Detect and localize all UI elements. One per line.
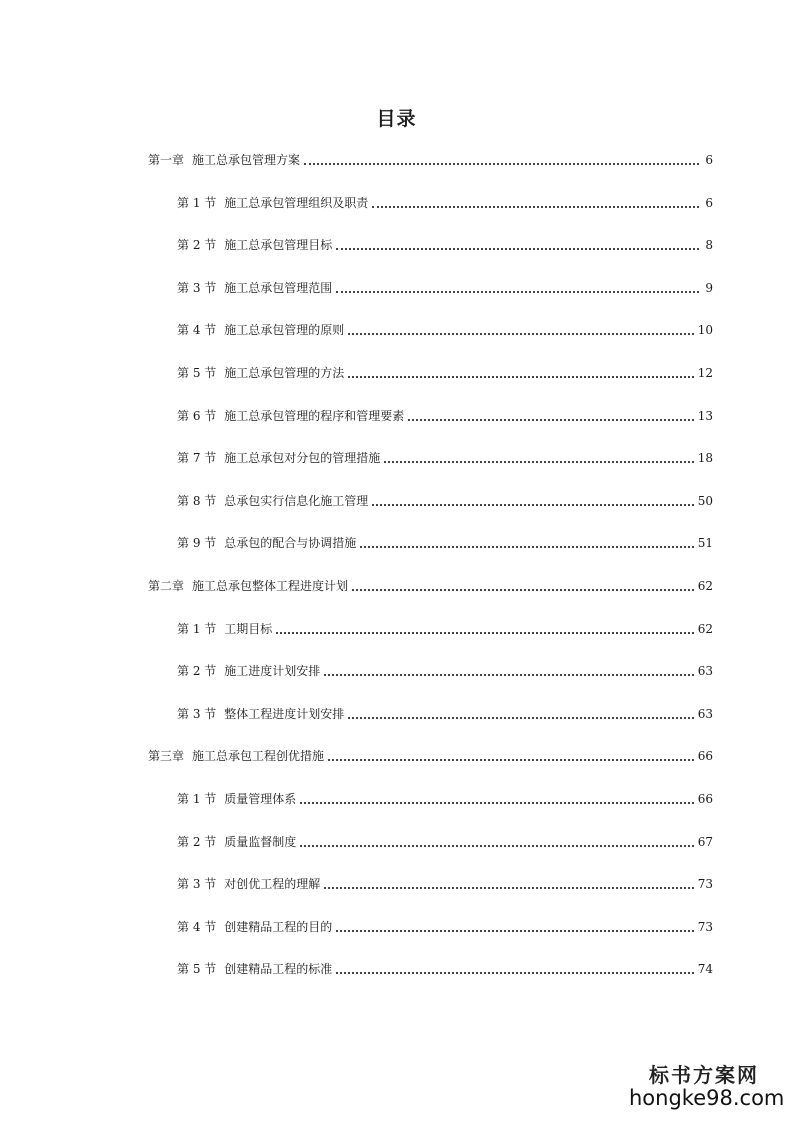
toc-entry-page-number: 6 [705, 195, 713, 210]
toc-entry-title: 施工总承包对分包的管理措施 [224, 451, 381, 466]
dot-leader [336, 248, 699, 250]
toc-entry-number: 第 5 节 [177, 366, 217, 380]
toc-entry-page-number: 62 [697, 621, 713, 636]
toc-entry-page-number: 66 [697, 792, 713, 806]
toc-entry-number: 第三章 [148, 749, 185, 764]
page-title: 目录 [376, 108, 417, 130]
watermark-chinese-text: 标书方案网 [649, 1063, 759, 1087]
toc-entry-title: 总承包的配合与协调措施 [224, 536, 357, 551]
dot-leader [300, 845, 693, 847]
toc-entry-page-number: 62 [697, 579, 713, 593]
toc-entry-number: 第 1 节 [177, 195, 217, 210]
toc-entry-number: 第 9 节 [177, 536, 217, 551]
toc-entry-page-number: 9 [705, 280, 713, 295]
toc-entry-number: 第 4 节 [177, 323, 217, 338]
dot-leader [276, 632, 693, 634]
dot-leader [408, 419, 693, 421]
toc-entry-title: 施工总承包管理方案 [192, 153, 301, 167]
toc-section-entry[interactable] [177, 874, 713, 894]
toc-entry-title: 对创优工程的理解 [224, 877, 321, 892]
toc-entry-title: 施工总承包管理的程序和管理要素 [224, 408, 405, 423]
dot-leader [336, 291, 699, 293]
watermark-url: hongke98.com [629, 1086, 785, 1110]
toc-section-entry[interactable] [177, 661, 713, 681]
toc-entry-page-number: 73 [697, 877, 713, 892]
toc-section-entry[interactable] [177, 193, 713, 213]
dot-leader [336, 972, 693, 974]
toc-entry-page-number: 13 [697, 408, 713, 423]
toc-section-entry[interactable] [177, 917, 713, 937]
toc-entry-title: 施工总承包工程创优措施 [192, 749, 325, 764]
toc-entry-number: 第 1 节 [177, 792, 217, 806]
toc-section-entry[interactable] [177, 832, 713, 852]
toc-chapter-entry[interactable] [148, 150, 713, 170]
toc-entry-title: 施工总承包管理的方法 [224, 366, 345, 380]
toc-entry-number: 第 2 节 [177, 238, 217, 253]
toc-chapter-entry[interactable] [148, 576, 713, 596]
toc-section-entry[interactable] [177, 448, 713, 468]
toc-entry-number: 第 2 节 [177, 664, 217, 679]
toc-entry-title: 整体工程进度计划安排 [224, 706, 345, 721]
dot-leader [328, 759, 694, 761]
dot-leader [352, 589, 694, 591]
toc-entry-page-number: 74 [697, 962, 713, 977]
toc-entry-title: 创建精品工程的标准 [224, 962, 333, 977]
toc-entry-title: 质量监督制度 [224, 834, 297, 849]
toc-entry-number: 第 4 节 [177, 919, 217, 934]
toc-chapter-entry[interactable] [148, 746, 713, 766]
toc-entry-title: 总承包实行信息化施工管理 [224, 493, 369, 508]
toc-entry-page-number: 63 [697, 664, 713, 679]
dot-leader [300, 802, 693, 804]
toc-section-entry[interactable] [177, 619, 713, 639]
dot-leader [336, 930, 693, 932]
dot-leader [372, 504, 693, 506]
toc-entry-number: 第一章 [148, 153, 185, 167]
toc-entry-number: 第二章 [148, 579, 185, 593]
toc-section-entry[interactable] [177, 959, 713, 979]
toc-section-entry[interactable] [177, 406, 713, 426]
toc-entry-title: 施工总承包管理的原则 [224, 323, 345, 338]
toc-section-entry[interactable] [177, 789, 713, 809]
dot-leader [384, 461, 693, 463]
dot-leader [348, 333, 693, 335]
toc-entry-page-number: 67 [697, 834, 713, 849]
toc-entry-title: 施工总承包管理组织及职责 [224, 195, 369, 210]
toc-entry-number: 第 8 节 [177, 493, 217, 508]
toc-entry-page-number: 63 [697, 706, 713, 721]
toc-entry-title: 施工进度计划安排 [224, 664, 321, 679]
toc-entry-title: 质量管理体系 [224, 792, 297, 806]
toc-entry-number: 第 6 节 [177, 408, 217, 423]
dot-leader [360, 546, 693, 548]
toc-entry-title: 工期目标 [224, 621, 273, 636]
toc-entry-number: 第 3 节 [177, 280, 217, 295]
toc-section-entry[interactable] [177, 491, 713, 511]
toc-entry-number: 第 2 节 [177, 834, 217, 849]
toc-section-entry[interactable] [177, 533, 713, 553]
dot-leader [372, 206, 699, 208]
toc-entry-page-number: 66 [697, 749, 713, 764]
dot-leader [348, 717, 693, 719]
dot-leader [304, 163, 699, 165]
toc-section-entry[interactable] [177, 278, 713, 298]
toc-entry-page-number: 12 [697, 366, 713, 380]
toc-section-entry[interactable] [177, 320, 713, 340]
toc-section-entry[interactable] [177, 363, 713, 383]
dot-leader [324, 887, 693, 889]
toc-entry-page-number: 8 [705, 238, 713, 253]
toc-entry-title: 施工总承包整体工程进度计划 [192, 579, 349, 593]
toc-entry-number: 第 7 节 [177, 451, 217, 466]
toc-section-entry[interactable] [177, 235, 713, 255]
toc-entry-page-number: 18 [697, 451, 713, 466]
toc-entry-title: 施工总承包管理目标 [224, 238, 333, 253]
toc-entry-title: 创建精品工程的目的 [224, 919, 333, 934]
toc-entry-page-number: 51 [697, 536, 713, 551]
toc-entry-title: 施工总承包管理范围 [224, 280, 333, 295]
toc-entry-page-number: 10 [697, 323, 713, 338]
dot-leader [348, 376, 693, 378]
toc-entry-page-number: 6 [705, 153, 713, 167]
toc-entry-number: 第 5 节 [177, 962, 217, 977]
toc-section-entry[interactable] [177, 704, 713, 724]
dot-leader [324, 674, 693, 676]
watermark-logo [629, 1063, 785, 1110]
toc-entry-number: 第 3 节 [177, 706, 217, 721]
toc-entry-page-number: 50 [697, 493, 713, 508]
toc-entry-number: 第 3 节 [177, 877, 217, 892]
toc-entry-number: 第 1 节 [177, 621, 217, 636]
toc-entry-page-number: 73 [697, 919, 713, 934]
